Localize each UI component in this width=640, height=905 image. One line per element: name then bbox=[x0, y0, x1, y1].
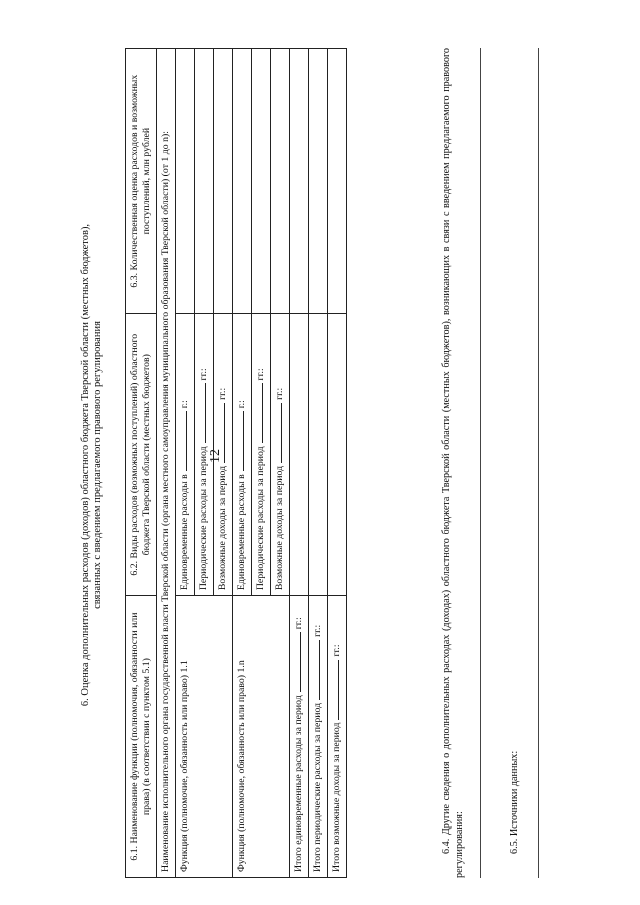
item-6-4: 6.4. Другие сведения о дополнительных расходах (доходах) областного бюджета Тверской области (местных бюджетов), возникающих в связи с введением предлагаемого правового регулирования: bbox=[441, 48, 465, 878]
total-row bbox=[328, 49, 347, 878]
budget-assessment-table bbox=[125, 48, 347, 878]
expense-item-cell: Периодические расходы за периодгг.: bbox=[195, 314, 214, 596]
value-cell bbox=[290, 49, 309, 314]
item-6-5: 6.5. Источники данных: bbox=[509, 750, 520, 854]
total-row bbox=[309, 49, 328, 878]
empty-cell bbox=[290, 314, 309, 596]
expense-item-cell: Возможные доходы за периодгг.: bbox=[214, 314, 233, 596]
rotated-page-content bbox=[80, 35, 620, 895]
function-1-n-cell: Функция (полномочие, обязанность или право) 1.n bbox=[233, 596, 290, 878]
total-label-cell: Итого периодические расходы за периодгг.: bbox=[309, 596, 328, 878]
header-col-6-2: 6.2. Виды расходов (возможных поступлений) областного бюджета Тверской области (местных бюджетов) bbox=[126, 314, 157, 596]
total-label-cell: Итого возможные доходы за периодгг.: bbox=[328, 596, 347, 878]
value-cell bbox=[176, 49, 195, 314]
section-6-title-line2: связанных с введением предлагаемого правового регулирования bbox=[92, 321, 103, 609]
authority-name-cell: Наименование исполнительного органа государственной власти Тверской области (органа местного самоуправления муниципального образования Тверской области) (от 1 до n): bbox=[157, 49, 176, 878]
value-cell bbox=[252, 49, 271, 314]
expense-item-cell: Единовременные расходы вг.: bbox=[176, 314, 195, 596]
answer-line bbox=[538, 48, 539, 878]
answer-line bbox=[480, 48, 481, 878]
table-header-row bbox=[126, 49, 157, 878]
empty-cell bbox=[309, 314, 328, 596]
table-row bbox=[233, 49, 252, 878]
expense-item-cell: Периодические расходы за периодгг.: bbox=[252, 314, 271, 596]
total-label-cell: Итого единовременные расходы за периодгг.: bbox=[290, 596, 309, 878]
header-col-6-1: 6.1. Наименование функции (полномочия, обязанности или права) (в соответствии с пунктом 5.1) bbox=[126, 596, 157, 878]
value-cell bbox=[214, 49, 233, 314]
value-cell bbox=[309, 49, 328, 314]
section-6-heading bbox=[80, 35, 104, 895]
table-row bbox=[176, 49, 195, 878]
page-number: 12 bbox=[208, 449, 223, 463]
value-cell bbox=[328, 49, 347, 314]
function-1-1-cell: Функция (полномочие, обязанность или право) 1.1 bbox=[176, 596, 233, 878]
expense-item-cell: Возможные доходы за периодгг.: bbox=[271, 314, 290, 596]
expense-item-cell: Единовременные расходы вг.: bbox=[233, 314, 252, 596]
additional-info bbox=[440, 48, 531, 878]
total-row bbox=[290, 49, 309, 878]
value-cell bbox=[233, 49, 252, 314]
value-cell bbox=[195, 49, 214, 314]
authority-row bbox=[157, 49, 176, 878]
section-6-title-line1: 6. Оценка дополнительных расходов (доходов) областного бюджета Тверской области (местных бюджетов), bbox=[80, 223, 91, 707]
empty-cell bbox=[328, 314, 347, 596]
value-cell bbox=[271, 49, 290, 314]
header-col-6-3: 6.3. Количественная оценка расходов и возможных поступлений, млн рублей bbox=[126, 49, 157, 314]
